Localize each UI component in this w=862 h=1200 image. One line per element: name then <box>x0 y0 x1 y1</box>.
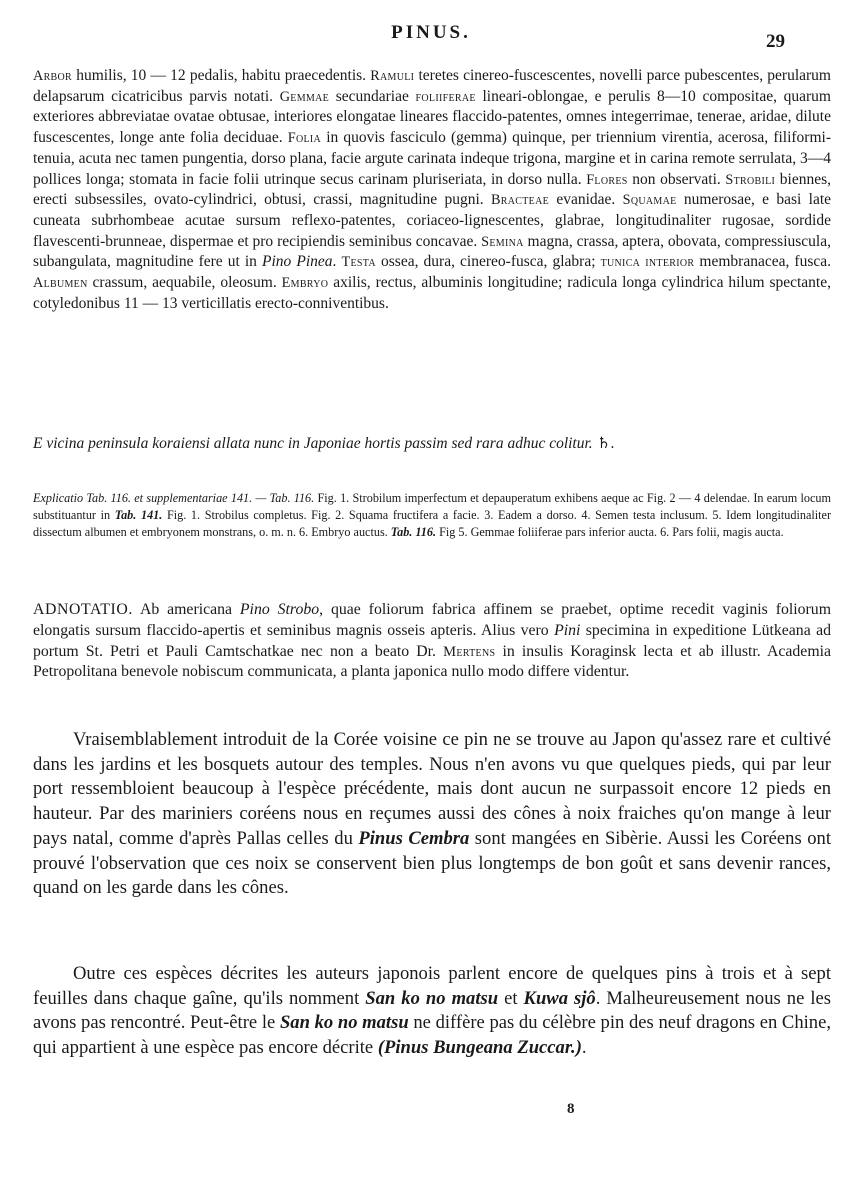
desc-text: in quovis fasciculo (gemma) quinque, per triennium virentia, acerosa, filiformi-tenuia, acuta nec tamen pungentia, dorso plana, facie argute carinata indeque trigona, margine et in carina remote serrulata, 3—4 pollices longa; stomata in facie folii utrinque secus carinam pluriseriata, in dorso nulla. <box>33 129 831 188</box>
person-name: Mertens <box>443 643 496 660</box>
term-testa: Testa <box>341 254 376 271</box>
term-bracteae: Bracteae <box>491 192 550 209</box>
term-strobili: Strobili <box>725 171 776 188</box>
adnotatio-paragraph <box>33 600 831 683</box>
plate-ref: Tab. 116. <box>390 524 437 539</box>
desc-text: axilis, rectus, albuminis longitudine; radicula longa cylindrica hilum spectante, cotyledonibus 11 — 13 verticillatis erecto-conniventibus. <box>33 274 831 312</box>
species-name: Pini <box>554 621 581 639</box>
french-text: Vraisemblablement introduit de la Corée voisine ce pin ne se trouve au Japon qu'assez rare et cultivé dans les jardins et les bosquets autour des temples. Nous n'en avons vu que quelques pieds, qui par leur port ressembloient beaucoup à l'espèce précédente, mais dont aucun ne surpassoit encore 12 pieds en hauteur. Par des mariniers coréens nous en reçumes aussi des cônes à noix fraiches qu'on mange à leur pays natal, comme d'après Pallas celles du <box>33 729 831 849</box>
term-folia: Folia <box>287 130 322 147</box>
signature-mark: 8 <box>567 1101 575 1117</box>
page-number: 29 <box>766 31 785 52</box>
plate-ref: Tab. 141. <box>114 507 163 522</box>
french-text: et <box>498 987 524 1009</box>
term-arbor: Arbor <box>33 68 73 84</box>
desc-text: . <box>332 253 342 271</box>
term-tunica-interior: tunica interior <box>600 254 695 271</box>
explic-text: Fig 5. Gemmae foliiferae pars inferior aucta. 6. Pars folii, magis aucta. <box>436 524 784 539</box>
term-foliiferae: foliiferae <box>415 88 476 105</box>
shrub-symbol: ♄. <box>596 435 615 452</box>
desc-text: teretes cinereo-fuscescentes, novelli parce pubescentes, perularum delapsarum cicatricibus parvis notati. <box>33 67 831 105</box>
species-name: (Pinus Bungeana Zuccar.) <box>377 1037 582 1059</box>
adnot-text: Ab americana <box>132 601 240 618</box>
japanese-name: San ko no matsu <box>365 987 499 1009</box>
latin-description <box>33 66 831 314</box>
term-albumen: Albumen <box>33 275 88 292</box>
french-paragraph-1 <box>33 728 831 901</box>
desc-text: crassum, aequabile, oleosum. <box>87 274 282 292</box>
term-ramuli: Ramuli <box>370 68 415 84</box>
running-title: PINUS. <box>391 22 471 43</box>
japanese-name: Kuwa sjô <box>523 987 596 1009</box>
term-embryo: Embryo <box>281 275 329 292</box>
desc-text: ossea, dura, cinereo-fusca, glabra; <box>375 253 601 271</box>
explic-heading: Explicatio Tab. 116. et supplementariae 141. — Tab. 116. <box>33 491 315 505</box>
french-text: Outre ces espèces décrites les auteurs japonois parlent encore de quelques pins à trois et à sept feuilles dans chaque gaîne, qu'ils nomment <box>33 963 831 1009</box>
adnot-text: in insulis Koraginsk lecta et ab illustr. Academia Petropolitana benevole nobiscum communicata, a planta japonica nullo modo differe videntur. <box>33 642 832 681</box>
desc-text: secundariae <box>329 87 416 105</box>
term-squamae: Squamae <box>622 192 677 209</box>
desc-text: membranacea, fusca. <box>694 253 832 271</box>
term-semina: Semina <box>481 233 524 250</box>
habitat-note <box>33 434 831 455</box>
japanese-name: San ko no matsu <box>279 1012 409 1034</box>
desc-text: lineari-oblongae, e perulis 8—10 compositae, quarum exteriores abbreviatae ovatae obtusae, interiores elongatae lineares flaccido-patentes, omnes integerrimae, tenerae, aridae, dilute fuscescentes, longe ante folia deciduae. <box>33 87 831 147</box>
adnot-text: specimina in expeditione Lütkeana ad portum St. Petri et Pauli Camtschatkae nec non a beato Dr. <box>33 621 832 660</box>
desc-text: humilis, 10 — 12 pedalis, habitu praecedentis. <box>72 67 371 84</box>
species-name: Pinus Cembra <box>358 827 470 849</box>
adnotatio-heading: ADNOTATIO. <box>33 601 133 618</box>
french-text: . Malheureusement nous ne les avons pas rencontré. Peut-être le <box>33 987 832 1034</box>
desc-text: biennes, erecti subsessiles, ovato-cylindrici, obtusi, crassi, magnitudine pugni. <box>33 170 831 209</box>
desc-text: evanidae. <box>549 191 623 209</box>
explic-text: Fig. 1. Strobilus completus. Fig. 2. Squama fructifera a facie. 3. Eadem a dorso. 4. Semen testa inclusum. 5. Idem longitudinaliter dissectum albumen et embryonem monstrans, o. m. n. 6. Embryo auctus. <box>33 507 832 539</box>
habitat-text: E vicina peninsula koraiensi allata nunc in Japoniae hortis passim sed rara adhuc colitur. <box>33 435 593 452</box>
french-paragraph-2 <box>33 962 831 1061</box>
plate-explanation <box>33 490 831 540</box>
french-text: sont mangées en Sibèrie. Aussi les Coréens ont prouvé l'observation que ces noix se conservent bien plus longtemps de bon goût et sans devenir rances, quand on les garde dans les cônes. <box>33 827 831 899</box>
species-name: Pino Pinea <box>262 253 333 271</box>
term-gemmae: Gemmae <box>279 88 330 105</box>
desc-text: magna, crassa, aptera, obovata, compressiuscula, subangulata, magnitudine fere ut in <box>33 232 831 271</box>
french-text: ne diffère pas du célèbre pin des neuf dragons en Chine, qui appartient à une espèce pas encore décrite <box>33 1012 831 1059</box>
adnot-text: , quae foliorum fabrica affinem se praebet, optime recedit vaginis foliorum elongatis sursum flaccido-apertis et seminibus magnis osseis apteris. Alius vero <box>33 601 831 639</box>
term-flores: Flores <box>586 171 628 188</box>
species-name: Pino Strobo <box>239 601 320 618</box>
french-text: . <box>581 1037 587 1059</box>
explic-text: Fig. 1. Strobilum imperfectum et depauperatum exhibens aeque ac Fig. 2 — 4 delendae. In earum locum substituantur in <box>33 491 831 522</box>
desc-text: non observati. <box>627 170 726 188</box>
desc-text: numerosae, e basi late cuneata subrhombeae acutae sursum reflexo-patentes, coriaceo-lignescentes, glabrae, longitudinaliter rugosae, sordide flavescenti-brunneae, dispermae et pro recipiendis seminibus concavae. <box>33 191 832 250</box>
